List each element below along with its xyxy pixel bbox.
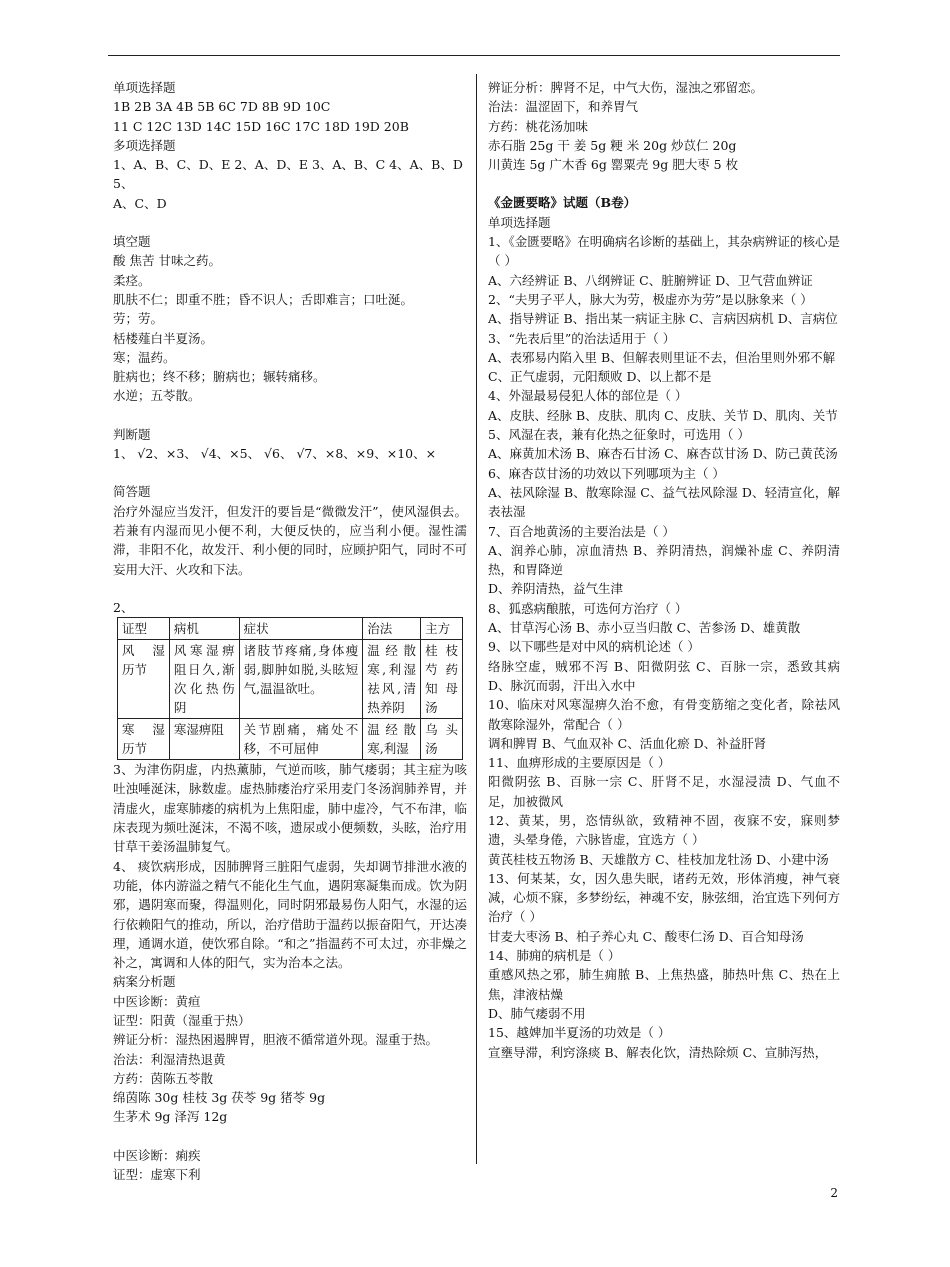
question-line: 黄芪桂枝五物汤 B、天雄散方 C、桂枝加龙牡汤 D、小建中汤 <box>488 851 829 867</box>
table-header: 主方 <box>421 618 463 640</box>
case-line: 方药：茵陈五苓散 <box>113 1070 214 1086</box>
case-line: 治法：利湿清热退黄 <box>113 1051 226 1067</box>
short-answer-3: 3、为津伤阴虚，内热薰肺，气逆而咳，肺气痿弱；其主症为咳吐浊唾涎沫，脉数虚。虚热肺痿治疗采用麦门冬汤润肺养胃，并清虚火，虚寒肺痿的病机为上焦阳虚，肺中虚冷，气不布津，临床表现为频吐涎沫，不渴不咳，遗尿或小便频数，头眩，治疗用甘草干姜汤温肺复气。 <box>113 762 467 855</box>
multi-title: 多项选择题 <box>113 137 176 153</box>
case-line: 辨证分析：脾肾不足，中气大伤，湿浊之邪留恋。 <box>488 80 764 95</box>
table-header-row <box>118 618 463 640</box>
table-cell: 温经散寒,利湿 <box>363 719 421 760</box>
multi-answers-1: 1、A、B、C、D、E 2、A、D、E 3、A、B、C 4、A、B、D 5、 <box>113 157 463 192</box>
question-line: A、甘草泻心汤 B、赤小豆当归散 C、苦参汤 D、雄黄散 <box>488 620 801 636</box>
case-line: 中医诊断：痢疾 <box>113 1147 201 1163</box>
fill-answer: 脏病也；终不移；腑病也；辗转痛移。 <box>113 369 326 385</box>
fill-answer: 栝楼薤白半夏汤。 <box>113 330 214 346</box>
case-line: 川黄连 5g 广木香 6g 罂粟壳 9g 肥大枣 5 枚 <box>488 157 739 173</box>
question-line: 10、临床对风寒湿痹久治不愈，有骨变筋缩之变化者，除祛风散寒除湿外，常配合（ ） <box>488 697 840 732</box>
question-line: 5、风湿在表，兼有化热之征象时，可选用（ ） <box>488 427 750 443</box>
case-line: 证型：阳黄（湿重于热） <box>113 1012 251 1028</box>
question-line: A、六经辨证 B、八纲辨证 C、脏腑辨证 D、卫气营血辨证 <box>488 272 813 288</box>
table-cell: 乌头汤 <box>421 719 463 760</box>
short-title: 简答题 <box>113 484 151 500</box>
fill-answer: 水逆；五苓散。 <box>113 388 201 404</box>
question-line: 3、“先表后里”的治法适用于（ ） <box>488 330 676 346</box>
question-line: A、祛风除湿 B、散寒除湿 C、益气祛风除湿 D、轻清宣化，解表祛湿 <box>488 484 840 520</box>
fill-title: 填空题 <box>113 234 151 250</box>
header-rule <box>108 55 840 56</box>
mc-answers-2: 11 C 12C 13D 14C 15D 16C 17C 18D 19D 20B <box>113 118 409 134</box>
syndrome-table <box>117 617 463 760</box>
question-line: C、正气虚弱，元阳颓败 D、以上都不是 <box>488 369 712 385</box>
question-line: 15、越婢加半夏汤的功效是（ ） <box>488 1025 671 1041</box>
left-column <box>113 78 467 1184</box>
table-header: 症状 <box>239 618 363 640</box>
question-line: 调和脾胃 B、气血双补 C、活血化瘀 D、补益肝肾 <box>488 735 767 751</box>
table-cell: 寒湿痹阻 <box>169 719 239 760</box>
case-line: 绵茵陈 30g 桂枝 3g 茯苓 9g 猪苓 9g <box>113 1090 326 1106</box>
case-line: 证型：虚寒下利 <box>113 1167 201 1183</box>
table-row <box>118 719 463 760</box>
table-cell: 温经散寒,利湿祛风,清热养阴 <box>363 640 421 719</box>
question-line: 9、以下哪些是对中风的病机论述（ ） <box>488 639 700 655</box>
question-line: 12、黄某，男，恣情纵欲，致精神不固，夜寐不安，寐则梦遗，头晕身倦，六脉皆虚，宜选方（ ） <box>488 812 840 848</box>
fill-answer: 肌肤不仁；即重不胜；昏不识人；舌即难言；口吐涎。 <box>113 291 414 307</box>
question-line: 7、百合地黄汤的主要治法是（ ） <box>488 523 675 539</box>
fill-answer: 劳；劳。 <box>113 311 164 327</box>
paper-title: 《金匮要略》试题（B卷） <box>488 195 637 211</box>
question-line: D、养阴清热，益气生津 <box>488 581 624 597</box>
question-line: D、肺气痿弱不用 <box>488 1005 586 1021</box>
mc-title: 单项选择题 <box>488 214 551 230</box>
question-line: 6、麻杏苡甘汤的功效以下列哪项为主（ ） <box>488 465 725 481</box>
judge-answers: 1、 √2、×3、 √4、×5、 √6、 √7、×8、×9、×10、× <box>113 446 437 462</box>
case-line: 辨证分析：湿热困遏脾胃，胆液不循常道外现。湿重于热。 <box>113 1032 439 1048</box>
fill-answer: 寒；温药。 <box>113 349 176 365</box>
page-number: 2 <box>830 1186 838 1200</box>
table-cell: 诸肢节疼痛,身体瘦弱,脚肿如脱,头眩短气,温温欲吐。 <box>239 640 363 719</box>
short-answer-4: 4、 痰饮病形成，因肺脾肾三脏阳气虚弱，失却调节排泄水液的功能，体内游溢之精气不能化生气血，遇阴寒凝集而成。饮为阴邪，遇阴寒而聚，得温则化，同时阴邪最易伤人阳气，水湿的运行依赖阳气的推动，所以，治疗借助于温药以振奋阳气，开达凑理，通调水道，使饮邪自除。“和之”指温药不可太过，亦非燥之补之，寓调和人体的阳气，实为治本之法。 <box>113 858 467 971</box>
fill-answer: 酸 焦苦 甘味之药。 <box>113 253 221 269</box>
table-cell: 关节剧痛，痛处不移，不可屈伸 <box>239 719 363 760</box>
question-line: 14、肺痈的病机是（ ） <box>488 948 621 964</box>
table-cell: 寒 湿 历节 <box>118 719 170 760</box>
mc-title: 单项选择题 <box>113 80 176 95</box>
question-line: 11、血痹形成的主要原因是（ ） <box>488 755 671 771</box>
question-line: 重感风热之邪，肺生痈脓 B、上焦热盛，肺热叶焦 C、热在上焦，津液枯燥 <box>488 967 840 1002</box>
question-line: 8、狐惑病酿脓，可选何方治疗（ ） <box>488 600 688 616</box>
multi-answers-2: A、C、D <box>113 195 167 211</box>
table-header: 病机 <box>169 618 239 640</box>
right-column <box>488 78 840 1062</box>
case-line: 治法：温涩固下，和养胃气 <box>488 99 639 115</box>
table-cell: 桂枝芍药知母汤 <box>421 640 463 719</box>
fill-answer: 柔痉。 <box>113 272 151 288</box>
case-line: 中医诊断：黄疸 <box>113 993 201 1009</box>
question-line: A、皮肤、经脉 B、皮肤、肌肉 C、皮肤、关节 D、肌肉、关节 <box>488 407 838 423</box>
case-title: 病案分析题 <box>113 974 176 990</box>
question-line: A、指导辨证 B、指出某一病证主脉 C、言病因病机 D、言病位 <box>488 311 838 327</box>
case-line: 生茅术 9g 泽泻 12g <box>113 1109 228 1125</box>
question-line: 宣壅导滞，利窍涤痰 B、解表化饮，清热除烦 C、宣肺泻热， <box>488 1044 828 1060</box>
question-line: 4、外湿最易侵犯人体的部位是（ ） <box>488 388 688 404</box>
short-answer-1: 治疗外湿应当发汗，但发汗的要旨是“微微发汗”，使风湿俱去。若兼有内湿而见小便不利，大便反快的，应当利小便。湿性濡滞，非阳不化，故发汗、利小便的同时，应顾护阳气，同时不可妄用大汗、火攻和下法。 <box>113 503 467 577</box>
table-cell: 风 湿 历节 <box>118 640 170 719</box>
case-line: 赤石脂 25g 干 姜 5g 粳 米 20g 炒苡仁 20g <box>488 137 737 153</box>
mc-answers-1: 1B 2B 3A 4B 5B 6C 7D 8B 9D 10C <box>113 99 331 115</box>
table-row <box>118 640 463 719</box>
table-cell: 风寒湿痹阻日久,渐次化热伤阴 <box>169 640 239 719</box>
table-header: 证型 <box>118 618 170 640</box>
question-line: 络脉空虚，贼邪不泻 B、阳微阴弦 C、百脉一宗，悉致其病 D、脉沉而弱，汗出入水中 <box>488 658 840 693</box>
question-line: A、润养心肺，凉血清热 B、养阴清热，润燥补虚 C、养阴清热，和胃降逆 <box>488 542 840 578</box>
question-line: 甘麦大枣汤 B、柏子养心丸 C、酸枣仁汤 D、百合知母汤 <box>488 928 804 944</box>
question-line: A、表邪易内陷入里 B、但解表则里证不去，但治里则外邪不解 <box>488 349 836 365</box>
case-line: 方药：桃花汤加味 <box>488 118 589 134</box>
question-line: A、麻黄加术汤 B、麻杏石甘汤 C、麻杏苡甘汤 D、防己黄芪汤 <box>488 446 838 462</box>
question-line: 2、“夫男子平人，脉大为劳，极虚亦为劳”是以脉象来（ ） <box>488 291 813 307</box>
question-list <box>488 232 840 1062</box>
question-line: 1、《金匮要略》在明确病名诊断的基础上，其杂病辨证的核心是（ ） <box>488 234 840 269</box>
judge-title: 判断题 <box>113 426 151 442</box>
question-line: 13、何某某，女，因久患失眠，诸药无效，形体消瘦，神气衰减，心烦不寐，多梦纷纭，神魂不安，脉弦细，治宜选下列何方治疗（ ） <box>488 870 840 925</box>
table-header: 治法 <box>363 618 421 640</box>
short-answer-2-label: 2、 <box>113 599 134 615</box>
column-divider <box>476 74 477 1164</box>
question-line: 阳微阴弦 B、百脉一宗 C、肝肾不足，水湿浸渍 D、气血不足，加被微风 <box>488 774 840 809</box>
